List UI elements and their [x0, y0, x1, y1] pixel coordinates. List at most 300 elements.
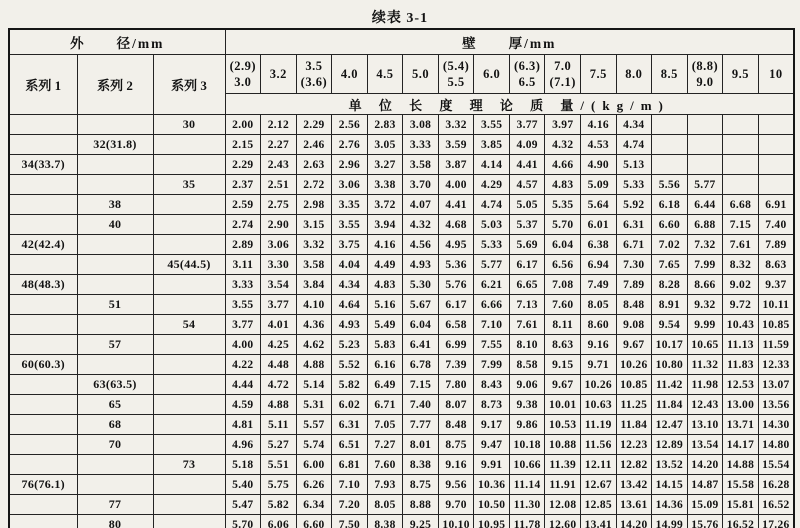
value-cell: 7.39: [438, 355, 474, 375]
value-cell: 11.39: [545, 455, 581, 475]
value-cell: 5.64: [581, 195, 617, 215]
value-cell: [723, 175, 759, 195]
value-cell: 5.82: [332, 375, 368, 395]
value-cell: 14.88: [723, 455, 759, 475]
value-cell: 7.32: [687, 235, 723, 255]
series-2-header: 系列 2: [77, 55, 153, 115]
value-cell: 3.59: [438, 135, 474, 155]
value-cell: 7.27: [367, 435, 403, 455]
value-cell: 5.70: [545, 215, 581, 235]
series-3-header: 系列 3: [153, 55, 225, 115]
value-cell: 5.77: [687, 175, 723, 195]
value-cell: 3.33: [225, 275, 261, 295]
value-cell: 14.36: [652, 495, 688, 515]
value-cell: 13.41: [581, 515, 617, 528]
value-cell: 2.15: [225, 135, 261, 155]
value-cell: 12.08: [545, 495, 581, 515]
value-cell: [687, 155, 723, 175]
value-cell: 3.75: [332, 235, 368, 255]
series2-cell: [77, 355, 153, 375]
value-cell: 8.38: [403, 455, 439, 475]
series2-cell: 32(31.8): [77, 135, 153, 155]
value-cell: 3.32: [438, 115, 474, 135]
value-cell: 9.02: [723, 275, 759, 295]
thickness-col-header: 7.0 (7.1): [545, 55, 581, 94]
value-cell: 5.92: [616, 195, 652, 215]
value-cell: 3.85: [474, 135, 510, 155]
value-cell: 4.72: [261, 375, 297, 395]
series2-cell: [77, 235, 153, 255]
value-cell: 7.61: [723, 235, 759, 255]
thickness-col-header: 10: [758, 55, 794, 94]
value-cell: 7.20: [332, 495, 368, 515]
value-cell: 4.93: [403, 255, 439, 275]
value-cell: 2.89: [225, 235, 261, 255]
value-cell: 7.99: [474, 355, 510, 375]
value-cell: 10.80: [652, 355, 688, 375]
value-cell: 8.38: [367, 515, 403, 528]
value-cell: 7.13: [509, 295, 545, 315]
table-row: [9, 235, 794, 255]
value-cell: 4.01: [261, 315, 297, 335]
series3-cell: [153, 195, 225, 215]
value-cell: 7.10: [332, 475, 368, 495]
value-cell: 9.86: [509, 415, 545, 435]
value-cell: 8.32: [723, 255, 759, 275]
value-cell: 5.57: [296, 415, 332, 435]
thickness-col-header: 7.5: [581, 55, 617, 94]
value-cell: 4.81: [225, 415, 261, 435]
value-cell: 8.05: [581, 295, 617, 315]
table-row: [9, 115, 794, 135]
value-cell: 5.16: [367, 295, 403, 315]
table-row: [9, 195, 794, 215]
value-cell: 11.91: [545, 475, 581, 495]
value-cell: 8.75: [438, 435, 474, 455]
series2-cell: [77, 455, 153, 475]
value-cell: 5.49: [367, 315, 403, 335]
thickness-col-header: 4.0: [332, 55, 368, 94]
value-cell: 5.11: [261, 415, 297, 435]
value-cell: 14.20: [687, 455, 723, 475]
value-cell: 10.85: [616, 375, 652, 395]
value-cell: 3.35: [332, 195, 368, 215]
value-cell: 14.30: [758, 415, 794, 435]
value-cell: 2.90: [261, 215, 297, 235]
value-cell: 3.58: [403, 155, 439, 175]
value-cell: 8.73: [474, 395, 510, 415]
value-cell: 2.76: [332, 135, 368, 155]
value-cell: 7.30: [616, 255, 652, 275]
value-cell: 8.10: [509, 335, 545, 355]
value-cell: 4.32: [545, 135, 581, 155]
value-cell: 6.81: [332, 455, 368, 475]
series2-cell: 68: [77, 415, 153, 435]
value-cell: 10.66: [509, 455, 545, 475]
series3-cell: [153, 495, 225, 515]
value-cell: 5.56: [652, 175, 688, 195]
value-cell: 2.63: [296, 155, 332, 175]
series2-cell: 63(63.5): [77, 375, 153, 395]
value-cell: 3.55: [332, 215, 368, 235]
series3-cell: [153, 375, 225, 395]
series3-cell: 35: [153, 175, 225, 195]
value-cell: 4.68: [438, 215, 474, 235]
series2-cell: 77: [77, 495, 153, 515]
value-cell: 9.16: [581, 335, 617, 355]
value-cell: 8.07: [438, 395, 474, 415]
value-cell: 3.72: [367, 195, 403, 215]
thickness-col-header: 6.0: [474, 55, 510, 94]
value-cell: 7.08: [545, 275, 581, 295]
value-cell: 12.67: [581, 475, 617, 495]
value-cell: 9.37: [758, 275, 794, 295]
unit-mass-header: 单 位 长 度 理 论 质 量/(kg/m): [225, 94, 794, 115]
value-cell: 5.83: [367, 335, 403, 355]
value-cell: 8.66: [687, 275, 723, 295]
header-group-row: [9, 29, 794, 55]
value-cell: 7.65: [652, 255, 688, 275]
value-cell: [652, 115, 688, 135]
series2-cell: 38: [77, 195, 153, 215]
value-cell: 6.94: [581, 255, 617, 275]
series1-cell: [9, 115, 77, 135]
value-cell: 11.32: [687, 355, 723, 375]
value-cell: 5.74: [296, 435, 332, 455]
value-cell: 6.01: [581, 215, 617, 235]
table-row: [9, 255, 794, 275]
value-cell: 14.80: [758, 435, 794, 455]
value-cell: 3.55: [225, 295, 261, 315]
value-cell: 6.66: [474, 295, 510, 315]
series3-cell: [153, 475, 225, 495]
value-cell: 6.04: [545, 235, 581, 255]
series2-cell: [77, 475, 153, 495]
value-cell: 8.75: [403, 475, 439, 495]
value-cell: 6.68: [723, 195, 759, 215]
value-cell: 5.69: [509, 235, 545, 255]
value-cell: 8.48: [438, 415, 474, 435]
thickness-col-header: 4.5: [367, 55, 403, 94]
value-cell: 3.94: [367, 215, 403, 235]
table-row: [9, 175, 794, 195]
value-cell: 6.88: [687, 215, 723, 235]
value-cell: 4.00: [438, 175, 474, 195]
value-cell: 5.51: [261, 455, 297, 475]
value-cell: 5.36: [438, 255, 474, 275]
value-cell: 8.11: [545, 315, 581, 335]
value-cell: 3.11: [225, 255, 261, 275]
value-cell: 5.52: [332, 355, 368, 375]
value-cell: 15.76: [687, 515, 723, 528]
value-cell: 5.03: [474, 215, 510, 235]
value-cell: [758, 135, 794, 155]
value-cell: 6.99: [438, 335, 474, 355]
value-cell: 8.88: [403, 495, 439, 515]
thickness-col-header: 9.5: [723, 55, 759, 94]
value-cell: 13.07: [758, 375, 794, 395]
series3-cell: [153, 215, 225, 235]
series3-cell: 45(44.5): [153, 255, 225, 275]
table-row: [9, 135, 794, 155]
value-cell: 9.72: [723, 295, 759, 315]
value-cell: 4.48: [261, 355, 297, 375]
value-cell: 5.18: [225, 455, 261, 475]
value-cell: 9.32: [687, 295, 723, 315]
table-row: [9, 215, 794, 235]
value-cell: 12.53: [723, 375, 759, 395]
series2-cell: [77, 115, 153, 135]
series1-cell: [9, 515, 77, 528]
value-cell: 2.29: [225, 155, 261, 175]
thickness-col-header: 3.2: [261, 55, 297, 94]
value-cell: 2.96: [332, 155, 368, 175]
value-cell: 3.05: [367, 135, 403, 155]
value-cell: 4.93: [332, 315, 368, 335]
value-cell: 3.06: [261, 235, 297, 255]
value-cell: 6.49: [367, 375, 403, 395]
value-cell: 7.93: [367, 475, 403, 495]
value-cell: 11.98: [687, 375, 723, 395]
table-row: [9, 475, 794, 495]
value-cell: 6.51: [332, 435, 368, 455]
value-cell: 13.56: [758, 395, 794, 415]
value-cell: 4.34: [616, 115, 652, 135]
thickness-col-header: (2.9) 3.0: [225, 55, 261, 94]
value-cell: 10.88: [545, 435, 581, 455]
value-cell: 4.88: [261, 395, 297, 415]
value-cell: 5.30: [403, 275, 439, 295]
table-row: [9, 375, 794, 395]
series1-cell: [9, 395, 77, 415]
value-cell: 11.30: [509, 495, 545, 515]
value-cell: 11.84: [616, 415, 652, 435]
value-cell: 2.56: [332, 115, 368, 135]
value-cell: 3.58: [296, 255, 332, 275]
value-cell: 4.95: [438, 235, 474, 255]
series2-cell: 65: [77, 395, 153, 415]
value-cell: 7.60: [367, 455, 403, 475]
value-cell: 12.89: [652, 435, 688, 455]
value-cell: 2.98: [296, 195, 332, 215]
series1-cell: 76(76.1): [9, 475, 77, 495]
value-cell: 4.62: [296, 335, 332, 355]
value-cell: 9.67: [545, 375, 581, 395]
value-cell: 4.83: [367, 275, 403, 295]
series3-cell: 73: [153, 455, 225, 475]
value-cell: 4.57: [509, 175, 545, 195]
value-cell: 16.52: [758, 495, 794, 515]
value-cell: 10.53: [545, 415, 581, 435]
value-cell: 5.14: [296, 375, 332, 395]
value-cell: 11.78: [509, 515, 545, 528]
series2-cell: [77, 155, 153, 175]
value-cell: 4.41: [509, 155, 545, 175]
thickness-col-header: 8.0: [616, 55, 652, 94]
value-cell: 4.64: [332, 295, 368, 315]
series2-cell: [77, 175, 153, 195]
value-cell: 11.25: [616, 395, 652, 415]
value-cell: 9.15: [545, 355, 581, 375]
value-cell: 13.52: [652, 455, 688, 475]
series2-cell: [77, 275, 153, 295]
value-cell: 10.63: [581, 395, 617, 415]
value-cell: 6.31: [616, 215, 652, 235]
value-cell: 10.26: [581, 375, 617, 395]
value-cell: 13.71: [723, 415, 759, 435]
value-cell: 2.72: [296, 175, 332, 195]
value-cell: 6.21: [474, 275, 510, 295]
series1-cell: [9, 315, 77, 335]
value-cell: 6.60: [296, 515, 332, 528]
value-cell: 7.61: [509, 315, 545, 335]
value-cell: 11.56: [581, 435, 617, 455]
value-cell: 4.34: [332, 275, 368, 295]
value-cell: 15.54: [758, 455, 794, 475]
series1-cell: [9, 455, 77, 475]
value-cell: 5.09: [581, 175, 617, 195]
value-cell: 3.55: [474, 115, 510, 135]
value-cell: 7.02: [652, 235, 688, 255]
series1-cell: [9, 175, 77, 195]
value-cell: [652, 155, 688, 175]
series2-cell: 57: [77, 335, 153, 355]
value-cell: 7.40: [403, 395, 439, 415]
value-cell: 14.20: [616, 515, 652, 528]
series1-cell: [9, 135, 77, 155]
series2-cell: [77, 255, 153, 275]
series1-cell: [9, 215, 77, 235]
value-cell: 10.11: [758, 295, 794, 315]
thickness-header-row: [9, 55, 794, 94]
value-cell: 3.08: [403, 115, 439, 135]
value-cell: 4.41: [438, 195, 474, 215]
value-cell: 7.60: [545, 295, 581, 315]
value-cell: [723, 115, 759, 135]
value-cell: 12.43: [687, 395, 723, 415]
outer-diameter-header: 外 径/mm: [9, 29, 225, 55]
series2-cell: [77, 315, 153, 335]
value-cell: 9.25: [403, 515, 439, 528]
value-cell: 4.09: [509, 135, 545, 155]
value-cell: 5.37: [509, 215, 545, 235]
value-cell: 6.41: [403, 335, 439, 355]
value-cell: 12.60: [545, 515, 581, 528]
thickness-col-header: (5.4) 5.5: [438, 55, 474, 94]
value-cell: 9.17: [474, 415, 510, 435]
value-cell: 4.00: [225, 335, 261, 355]
table-row: [9, 515, 794, 528]
value-cell: 6.06: [261, 515, 297, 528]
value-cell: 16.28: [758, 475, 794, 495]
value-cell: 2.74: [225, 215, 261, 235]
value-cell: 14.15: [652, 475, 688, 495]
value-cell: 8.43: [474, 375, 510, 395]
table-body: [9, 115, 794, 528]
value-cell: 16.52: [723, 515, 759, 528]
value-cell: 2.83: [367, 115, 403, 135]
value-cell: 8.63: [758, 255, 794, 275]
value-cell: 2.75: [261, 195, 297, 215]
value-cell: 2.00: [225, 115, 261, 135]
value-cell: 6.71: [616, 235, 652, 255]
value-cell: 5.67: [403, 295, 439, 315]
series1-cell: [9, 335, 77, 355]
value-cell: 9.67: [616, 335, 652, 355]
value-cell: 7.05: [367, 415, 403, 435]
value-cell: 3.15: [296, 215, 332, 235]
series1-cell: [9, 375, 77, 395]
value-cell: 4.74: [474, 195, 510, 215]
value-cell: 6.17: [509, 255, 545, 275]
value-cell: 4.96: [225, 435, 261, 455]
value-cell: 3.87: [438, 155, 474, 175]
value-cell: 8.91: [652, 295, 688, 315]
value-cell: 15.81: [723, 495, 759, 515]
value-cell: 14.17: [723, 435, 759, 455]
thickness-col-header: 3.5 (3.6): [296, 55, 332, 94]
series3-cell: [153, 135, 225, 155]
series1-cell: [9, 415, 77, 435]
value-cell: [758, 175, 794, 195]
value-cell: 14.99: [652, 515, 688, 528]
series1-cell: [9, 295, 77, 315]
value-cell: 12.85: [581, 495, 617, 515]
value-cell: 2.59: [225, 195, 261, 215]
series1-cell: [9, 255, 77, 275]
value-cell: 3.32: [296, 235, 332, 255]
series3-cell: [153, 355, 225, 375]
value-cell: 5.33: [616, 175, 652, 195]
value-cell: 6.04: [403, 315, 439, 335]
value-cell: 9.91: [474, 455, 510, 475]
value-cell: 4.56: [403, 235, 439, 255]
value-cell: 9.70: [438, 495, 474, 515]
value-cell: 11.19: [581, 415, 617, 435]
value-cell: 4.74: [616, 135, 652, 155]
thickness-col-header: 5.0: [403, 55, 439, 94]
value-cell: 7.80: [438, 375, 474, 395]
series3-cell: [153, 275, 225, 295]
value-cell: 9.56: [438, 475, 474, 495]
value-cell: 8.58: [509, 355, 545, 375]
value-cell: 2.43: [261, 155, 297, 175]
table-row: [9, 315, 794, 335]
value-cell: 7.50: [332, 515, 368, 528]
value-cell: 6.44: [687, 195, 723, 215]
table-row: [9, 275, 794, 295]
thickness-col-header: (6.3) 6.5: [509, 55, 545, 94]
value-cell: 12.23: [616, 435, 652, 455]
table-row: [9, 455, 794, 475]
value-cell: 17.26: [758, 515, 794, 528]
value-cell: 6.18: [652, 195, 688, 215]
value-cell: 3.54: [261, 275, 297, 295]
value-cell: 9.47: [474, 435, 510, 455]
value-cell: 6.71: [367, 395, 403, 415]
value-cell: 5.23: [332, 335, 368, 355]
value-cell: 6.65: [509, 275, 545, 295]
value-cell: 10.18: [509, 435, 545, 455]
value-cell: 4.14: [474, 155, 510, 175]
thickness-col-header: (8.8) 9.0: [687, 55, 723, 94]
value-cell: 2.27: [261, 135, 297, 155]
value-cell: 14.87: [687, 475, 723, 495]
value-cell: 5.31: [296, 395, 332, 415]
value-cell: 10.10: [438, 515, 474, 528]
value-cell: 7.89: [758, 235, 794, 255]
series2-cell: 80: [77, 515, 153, 528]
